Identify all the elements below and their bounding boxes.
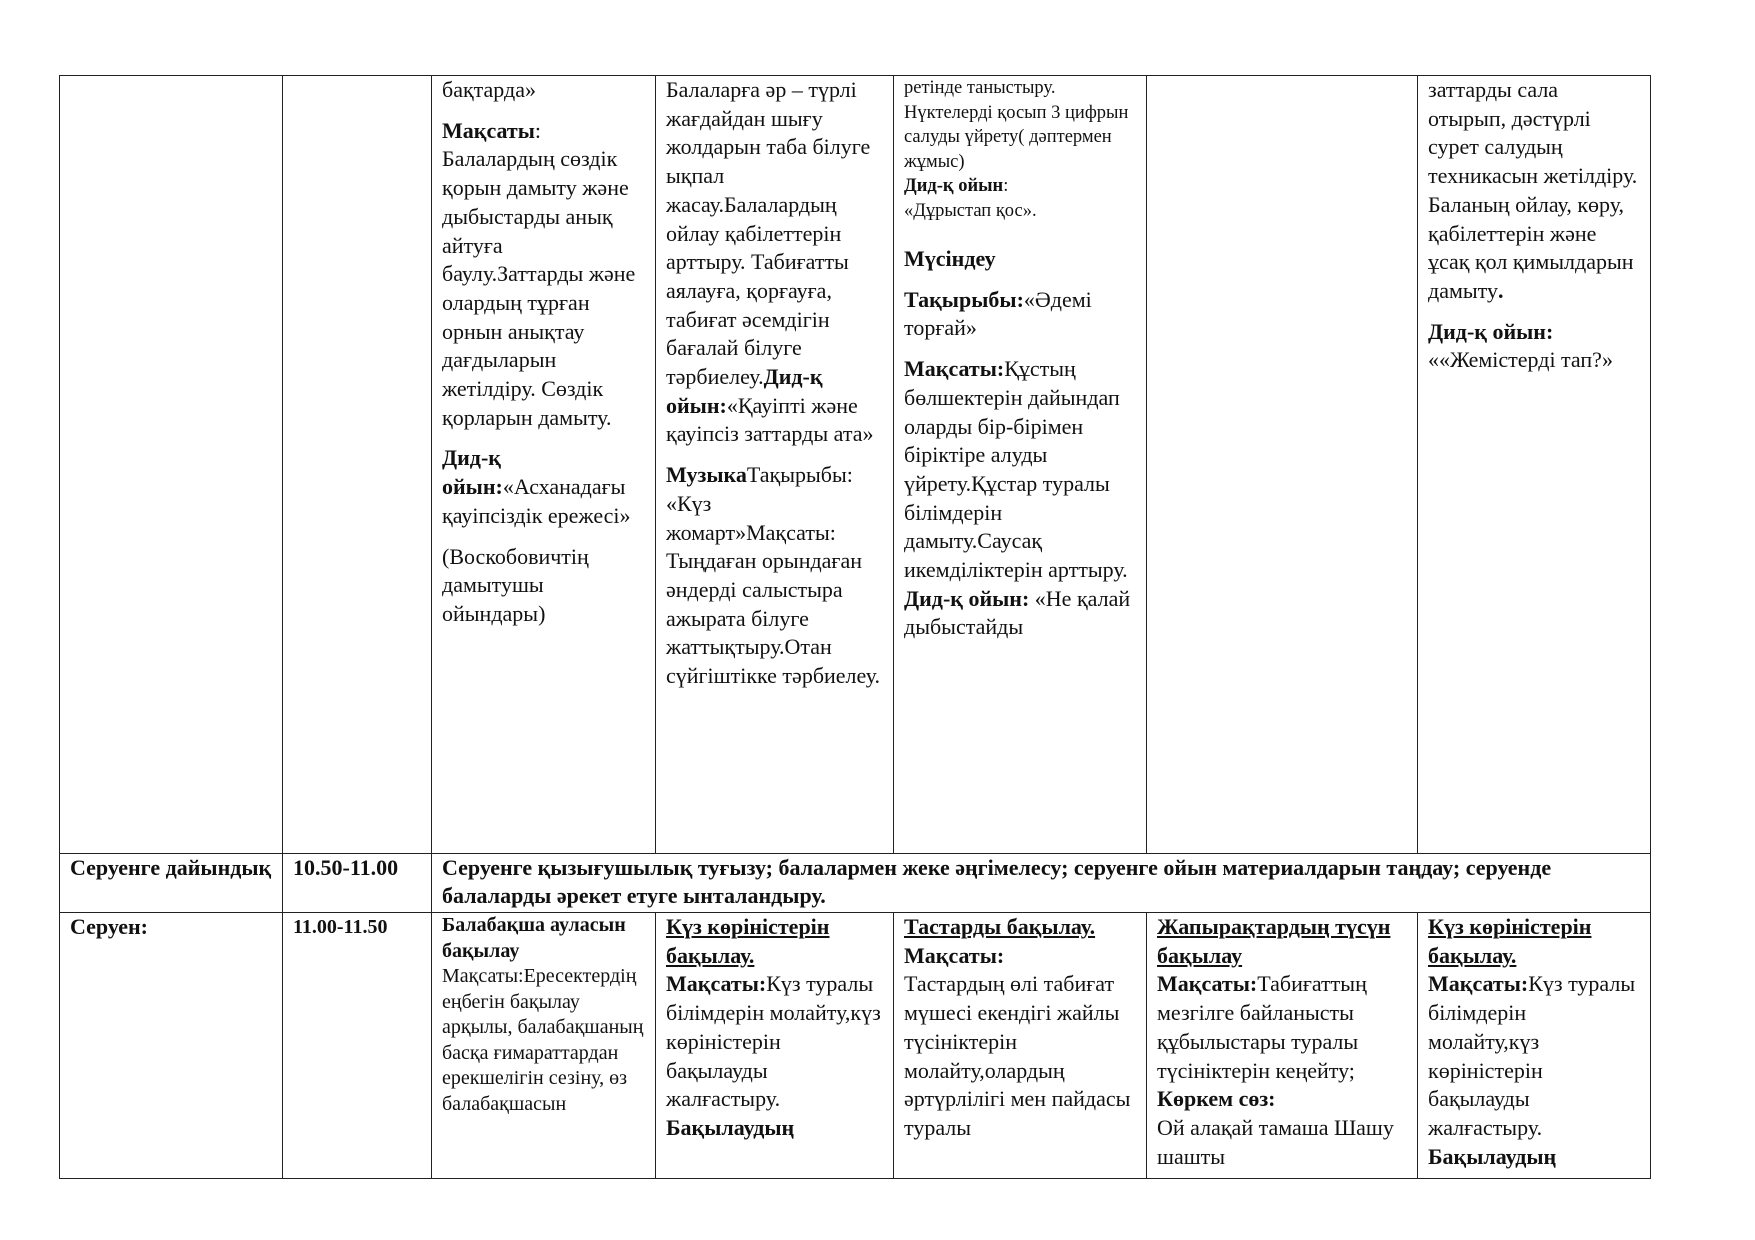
walk-art: Ой алақай тамаша Шашу шашты bbox=[1157, 1114, 1394, 1169]
walk-tail: Бақылаудың bbox=[1428, 1143, 1557, 1169]
activity-music: МузыкаТақырыбы: «Күз жомарт»Мақсаты: Тыңдаған орындаған әндерді салыстыра ажырата білуге жаттықтыру.Отан сүйгіштікке тәрбиелеу. bbox=[666, 462, 881, 689]
walk-goal: Мақсаты:Күз туралы білімдерін молайту,күз көріністерін бақылауды жалғастыру. bbox=[666, 971, 881, 1112]
activity-goal: Мақсаты:Құстың бөлшектерін дайындап оларды бір-бірімен біріктіре алуды үйрету.Құстар туралы білімдерін дамыту.Саусақ икемділіктерін арттыру. Дид-қ ойын: «Не қалай дыбыстайды bbox=[904, 356, 1131, 640]
activity-text: заттарды сала отырып, дәстүрлі сурет салудың техникасын жетілдіру. Баланың ойлау, көру, қабілеттерін және ұсақ қол қимылдарын дамыту. bbox=[1428, 77, 1638, 303]
activity-note: (Воскобовичтің дамытушы ойындары) bbox=[442, 543, 589, 626]
walk-cell-4 bbox=[1147, 913, 1418, 1179]
plan-table bbox=[59, 75, 1651, 1179]
activity-cell-1 bbox=[432, 76, 656, 854]
activity-cell-5 bbox=[1418, 76, 1651, 854]
activity-cell-3 bbox=[894, 76, 1147, 854]
walk-title: Жапырақтардың түсүн бақылау bbox=[1157, 914, 1391, 968]
walk-title: Тастарды бақылау. bbox=[904, 914, 1096, 939]
activity-topic: Тақырыбы:«Әдемі торғай» bbox=[904, 286, 1092, 341]
walk-title: Күз көріністерін бақылау. bbox=[1428, 914, 1592, 968]
row-time: 11.00-11.50 bbox=[293, 916, 388, 938]
walk-art-label: Көркем сөз: bbox=[1157, 1086, 1276, 1112]
activity-goal: Мақсаты: Балалардың сөздік қорын дамыту және дыбыстарды анық айтуға баулу.Заттарды және олардың тұрған орнын анықтау дағдыларын жетілдіру. Сөздік қорларын дамыту. bbox=[442, 117, 636, 430]
activity-game: Дид-қ ойын: ««Жемістерді тап?» bbox=[1428, 318, 1613, 373]
walk-title: Күз көріністерін бақылау. bbox=[666, 914, 830, 968]
walk-goal: Мақсаты:Күз туралы білімдерін молайту,күз көріністерін бақылауды жалғастыру. bbox=[1428, 971, 1636, 1140]
row-time-cell bbox=[283, 913, 432, 1179]
walk-cell-3 bbox=[894, 913, 1147, 1179]
row-label: Серуенге дайындық bbox=[70, 855, 272, 880]
row-time: 10.50-11.00 bbox=[293, 855, 399, 880]
row-content-cell bbox=[432, 854, 1651, 913]
activity-subject: Мүсіндеу bbox=[904, 246, 996, 271]
row-time-cell bbox=[283, 854, 432, 913]
walk-cell-1 bbox=[432, 913, 656, 1179]
walk-tail: Бақылаудың bbox=[666, 1114, 795, 1140]
table-row bbox=[60, 913, 1651, 1179]
walk-cell-2 bbox=[656, 913, 894, 1179]
empty-cell bbox=[283, 76, 432, 854]
activity-game: Дид-қ ойын:«Асханадағы қауіпсіздік ережесі» bbox=[442, 445, 631, 528]
activity-text: ретінде таныстыру. Нүктелерді қосып 3 цифрын салуды үйрету( дәптермен жұмыс) bbox=[904, 78, 1129, 172]
row-label-cell bbox=[60, 913, 283, 1179]
walk-goal: Тастардың өлі табиғат мүшесі екендігі жайлы түсініктерін молайту,олардың әртүрлілігі мен пайдасы туралы bbox=[904, 971, 1131, 1140]
walk-goal: Мақсаты:Табиғаттың мезгілге байланысты құбылыстары туралы түсініктерін кеңейту; bbox=[1157, 971, 1367, 1083]
activity-intro: бақтарда» bbox=[442, 77, 536, 102]
activity-game: Дид-қ ойын: «Дұрыстап қос». bbox=[904, 176, 1037, 221]
walk-cell-5 bbox=[1418, 913, 1651, 1179]
walk-title: Балабақша ауласын бақылау bbox=[442, 914, 626, 962]
activity-text: Балаларға әр – түрлі жағдайдан шығу жолдарын таба білуге ықпал жасау.Балалардың ойлау қабілеттерін арттыру. Табиғатты аялауға, қорғауға, табиғат әсемдігін бағалай білуге тәрбиелеу.Дид-қ ойын:«Қауіпті және қауіпсіз заттарды ата» bbox=[666, 77, 874, 447]
walk-goal-label: Мақсаты: bbox=[904, 942, 1005, 968]
activity-cell-2 bbox=[656, 76, 894, 854]
row-label: Серуен: bbox=[70, 914, 148, 939]
empty-cell bbox=[1147, 76, 1418, 854]
table-row bbox=[60, 76, 1651, 854]
walk-text: Мақсаты:Ересектердің еңбегін бақылау арқылы, балабақшаның басқа ғимараттардан ерекшелігін сезіну, өз балабақшасын bbox=[442, 965, 644, 1115]
row-content: Серуенге қызығушылық туғызу; балалармен жеке әңгімелесу; серуенге ойын материалдарын таңдау; серуенде балаларды әрекет етуге ынталандыру. bbox=[442, 855, 1552, 908]
row-label-cell bbox=[60, 854, 283, 913]
table-row bbox=[60, 854, 1651, 913]
empty-cell bbox=[60, 76, 283, 854]
